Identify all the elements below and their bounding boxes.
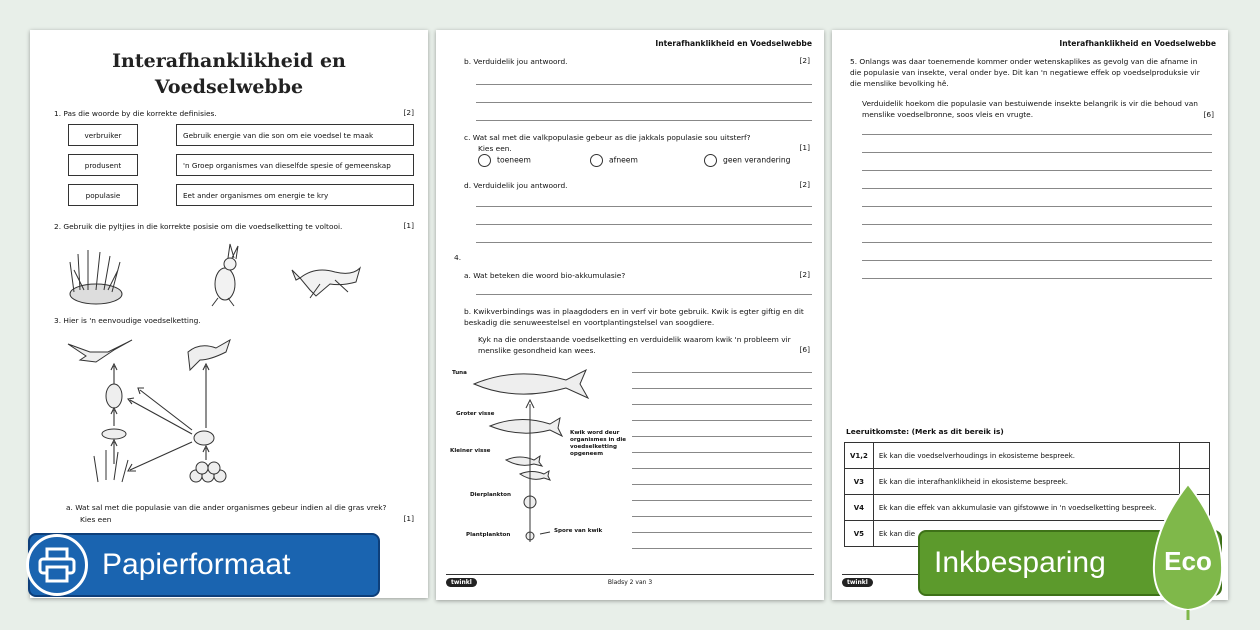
- option-geen-verandering[interactable]: [704, 154, 791, 167]
- outcome-checkbox[interactable]: [1180, 443, 1210, 469]
- small-fish-icon: [506, 456, 542, 466]
- answer-line[interactable]: [862, 188, 1212, 189]
- outcome-code: V4: [845, 495, 874, 521]
- definition-box[interactable]: Gebruik energie van die son om eie voedsel te maak: [176, 124, 414, 146]
- answer-line[interactable]: [862, 134, 1212, 135]
- answer-line[interactable]: [476, 84, 812, 85]
- answer-line[interactable]: [632, 468, 812, 469]
- food-chain-pictures: [60, 240, 400, 310]
- caterpillar-icon: [102, 429, 126, 439]
- page-footer: [446, 574, 814, 590]
- question-3a-marks: [1]: [403, 514, 414, 523]
- outcome-code: V5: [845, 521, 874, 547]
- fox-small-icon: [188, 340, 230, 370]
- small-fish-icon: [520, 471, 550, 480]
- page-title: [30, 48, 428, 100]
- table-row: [845, 443, 1210, 469]
- question-1: 1. Pas die woorde by die korrekte definisies.: [54, 109, 217, 118]
- mercury-trace-label: Spore van kwik: [554, 528, 603, 534]
- outcome-text: Ek kan die: [873, 521, 1179, 547]
- answer-line[interactable]: [476, 102, 812, 103]
- question-5: 5. Onlangs was daar toenemende kommer onder wetenskaplikes as gevolg van die afname in die populasie van insekte, veral onder bye. Dit kan 'n negatiewe effek op voedselproduksie vir die menslike bevolking hê.: [850, 57, 1200, 88]
- hawk-icon: [68, 340, 132, 362]
- answer-line[interactable]: [862, 278, 1212, 279]
- paper-format-badge[interactable]: [28, 533, 380, 597]
- question-3a: a. Wat sal met die populasie van die ander organismes gebeur indien al die gras vrek?: [66, 503, 387, 512]
- question-d-marks: [2]: [799, 180, 810, 189]
- question-4b: b. Kwikverbindings was in plaagdoders en in verf vir bote gebruik. Kwik is egter giftig en dit beskadig die senuweestelsel en voortplantingstelsel van soogdiere.: [464, 307, 804, 327]
- chain-label-tuna: Tuna: [452, 370, 467, 376]
- food-chain-diagram: [60, 330, 280, 490]
- option-label: geen verandering: [723, 155, 791, 165]
- answer-line[interactable]: [632, 372, 812, 373]
- mouse-icon: [194, 431, 214, 445]
- question-2-marks: [1]: [403, 221, 414, 230]
- term-box[interactable]: populasie: [68, 184, 138, 206]
- mercury-note: Kwik word deur organismes in die voedselketting opgeneem: [570, 430, 627, 457]
- question-4a: a. Wat beteken die woord bio-akkumulasie?: [464, 271, 626, 280]
- answer-line[interactable]: [632, 548, 812, 549]
- chain-label-phytoplankton: Plantplankton: [466, 532, 511, 538]
- option-label: afneem: [609, 155, 638, 165]
- question-d: d. Verduidelik jou antwoord.: [464, 181, 568, 190]
- question-b: b. Verduidelik jou antwoord.: [464, 57, 568, 66]
- definition-box[interactable]: 'n Groep organismes van dieselfde spesie of gemeenskap: [176, 154, 414, 176]
- worksheet-page-2: [436, 30, 824, 600]
- answer-line[interactable]: [632, 500, 812, 501]
- food-chain-arrows: [111, 364, 209, 471]
- chain-label-bigger-fish: Groter visse: [456, 411, 495, 417]
- answer-line[interactable]: [632, 404, 812, 405]
- question-1-marks: [2]: [403, 108, 414, 117]
- grass-icon: [70, 250, 122, 304]
- ink-saving-label: Inkbesparing: [934, 546, 1106, 579]
- outcome-code: V3: [845, 469, 874, 495]
- answer-line[interactable]: [632, 484, 812, 485]
- page-header: Interafhanklikheid en Voedselwebbe: [655, 39, 812, 48]
- paper-format-label: Papierformaat: [102, 548, 291, 581]
- tuna-icon: [474, 370, 588, 398]
- option-toeneem[interactable]: [478, 154, 531, 167]
- question-3: 3. Hier is 'n eenvoudige voedselketting.: [54, 316, 201, 325]
- answer-line[interactable]: [632, 436, 812, 437]
- chain-label-smaller-fish: Kleiner visse: [450, 448, 491, 454]
- chain-label-zooplankton: Dierplankton: [470, 492, 512, 498]
- radio-icon[interactable]: [590, 154, 603, 167]
- answer-line[interactable]: [632, 388, 812, 389]
- seeds-icon: [190, 462, 226, 482]
- question-5-instruction: Verduidelik hoekom die populasie van bestuiwende insekte belangrik is vir die behoud van menslike voedselbronne, soos vleis en vrugte.: [862, 99, 1198, 119]
- question-3a-choose: Kies een: [80, 515, 112, 524]
- worksheet-page-1: [30, 30, 428, 598]
- answer-line[interactable]: [632, 452, 812, 453]
- answer-line[interactable]: [476, 206, 812, 207]
- question-4a-marks: [2]: [799, 270, 810, 279]
- rabbit-icon: [212, 244, 238, 306]
- answer-line[interactable]: [632, 516, 812, 517]
- answer-line[interactable]: [862, 206, 1212, 207]
- answer-line[interactable]: [632, 420, 812, 421]
- question-c: c. Wat sal met die valkpopulasie gebeur as die jakkals populasie sou uitsterf?: [464, 133, 751, 142]
- answer-line[interactable]: [476, 224, 812, 225]
- term-box[interactable]: produsent: [68, 154, 138, 176]
- grass-small-icon: [94, 450, 128, 482]
- answer-line[interactable]: [862, 152, 1212, 153]
- outcome-text: Ek kan die effek van akkumulasie van gifstowwe in 'n voedselketting bespreek.: [873, 495, 1179, 521]
- question-c-marks: [1]: [799, 143, 810, 152]
- question-2: 2. Gebruik die pyltjies in die korrekte posisie om die voedselketting te voltooi.: [54, 222, 343, 231]
- answer-line[interactable]: [862, 242, 1212, 243]
- fox-icon: [292, 268, 360, 298]
- page-number: Bladsy 2 van 3: [607, 579, 653, 586]
- outcomes-title: Leeruitkomste: (Merk as dit bereik is): [846, 427, 1004, 436]
- option-label: toeneem: [497, 155, 531, 165]
- term-box[interactable]: verbruiker: [68, 124, 138, 146]
- definition-box[interactable]: Eet ander organismes om energie te kry: [176, 184, 414, 206]
- printer-icon: [26, 534, 88, 596]
- question-4: 4.: [454, 253, 462, 262]
- big-fish-icon: [490, 418, 562, 436]
- bird-icon: [106, 384, 122, 408]
- question-c-choose: Kies een.: [478, 144, 512, 153]
- eco-label: Eco: [1164, 546, 1212, 576]
- answer-line[interactable]: [862, 170, 1212, 171]
- answer-line[interactable]: [476, 242, 812, 243]
- outcome-text: Ek kan die voedselverhoudings in ekosisteme bespreek.: [873, 443, 1179, 469]
- question-b-marks: [2]: [799, 56, 810, 65]
- question-4b-instruction: Kyk na die onderstaande voedselketting en verduidelik waarom kwik 'n probleem vir menslike gesondheid kan wees.: [478, 335, 791, 355]
- question-4b-marks: [6]: [799, 345, 810, 354]
- radio-icon[interactable]: [478, 154, 491, 167]
- twinkl-logo: twinkl: [446, 578, 477, 587]
- page-header: Interafhanklikheid en Voedselwebbe: [1059, 39, 1216, 48]
- answer-line[interactable]: [476, 294, 812, 295]
- twinkl-logo: twinkl: [842, 578, 873, 587]
- outcome-text: Ek kan die interafhanklikheid in ekosisteme bespreek.: [873, 469, 1179, 495]
- answer-line[interactable]: [862, 224, 1212, 225]
- question-5-marks: [6]: [1203, 110, 1214, 119]
- title-line-2: Voedselwebbe: [154, 76, 304, 98]
- answer-line[interactable]: [476, 120, 812, 121]
- option-afneem[interactable]: [590, 154, 638, 167]
- answer-line[interactable]: [862, 260, 1212, 261]
- outcome-code: V1,2: [845, 443, 874, 469]
- title-line-1: Interafhanklikheid en: [112, 50, 346, 72]
- radio-icon[interactable]: [704, 154, 717, 167]
- answer-line[interactable]: [632, 532, 812, 533]
